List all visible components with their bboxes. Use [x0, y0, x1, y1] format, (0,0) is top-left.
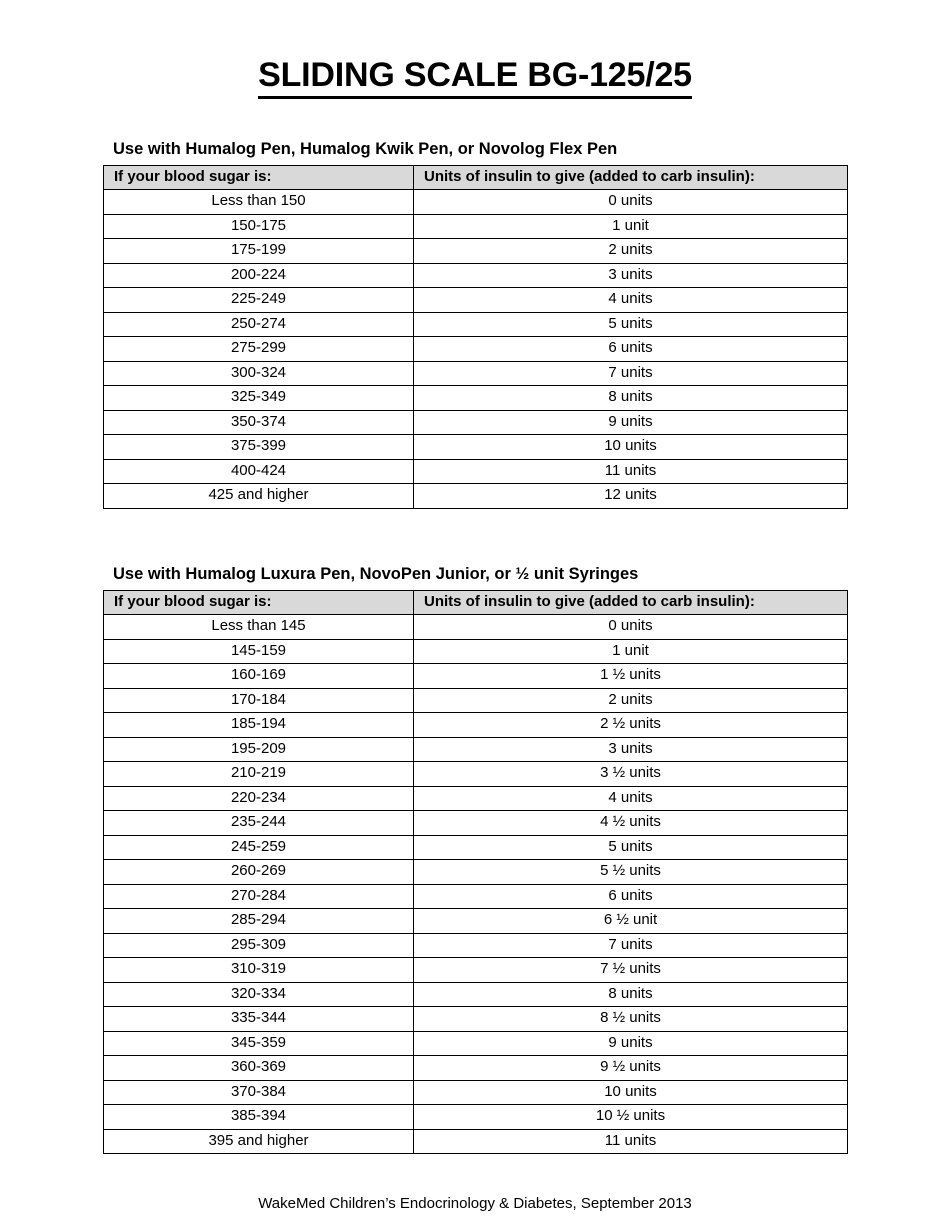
- table-row: [104, 1080, 848, 1105]
- cell-insulin-units: 7 units: [414, 933, 848, 958]
- cell-blood-sugar-range: 295-309: [104, 933, 414, 958]
- table-body-2: [104, 615, 848, 1154]
- section-humalog-pen: [103, 140, 847, 509]
- cell-blood-sugar-range: 335-344: [104, 1007, 414, 1032]
- cell-insulin-units: 7 units: [414, 361, 848, 386]
- table-row: [104, 288, 848, 313]
- cell-blood-sugar-range: 220-234: [104, 786, 414, 811]
- table-row: [104, 737, 848, 762]
- cell-insulin-units: 1 unit: [414, 214, 848, 239]
- table-row: [104, 1007, 848, 1032]
- table-row: [104, 1031, 848, 1056]
- cell-blood-sugar-range: 145-159: [104, 639, 414, 664]
- section-heading-2: Use with Humalog Luxura Pen, NovoPen Junior, or ½ unit Syringes: [113, 564, 639, 583]
- cell-insulin-units: 4 ½ units: [414, 811, 848, 836]
- cell-insulin-units: 0 units: [414, 190, 848, 215]
- table-row: [104, 337, 848, 362]
- cell-blood-sugar-range: 185-194: [104, 713, 414, 738]
- cell-insulin-units: 8 ½ units: [414, 1007, 848, 1032]
- cell-insulin-units: 4 units: [414, 288, 848, 313]
- cell-blood-sugar-range: 250-274: [104, 312, 414, 337]
- cell-blood-sugar-range: Less than 150: [104, 190, 414, 215]
- section-luxura-pen: [103, 565, 847, 1154]
- cell-insulin-units: 8 units: [414, 982, 848, 1007]
- cell-blood-sugar-range: 170-184: [104, 688, 414, 713]
- table-row: [104, 435, 848, 460]
- cell-insulin-units: 3 units: [414, 737, 848, 762]
- cell-insulin-units: 11 units: [414, 459, 848, 484]
- cell-blood-sugar-range: 320-334: [104, 982, 414, 1007]
- table-row: [104, 688, 848, 713]
- cell-blood-sugar-range: 210-219: [104, 762, 414, 787]
- table-row: [104, 386, 848, 411]
- table-row: [104, 190, 848, 215]
- table-row: [104, 1129, 848, 1154]
- column-header-blood-sugar: If your blood sugar is:: [104, 165, 414, 190]
- table-row: [104, 786, 848, 811]
- cell-insulin-units: 2 ½ units: [414, 713, 848, 738]
- cell-insulin-units: 11 units: [414, 1129, 848, 1154]
- cell-blood-sugar-range: 195-209: [104, 737, 414, 762]
- cell-blood-sugar-range: 225-249: [104, 288, 414, 313]
- cell-blood-sugar-range: Less than 145: [104, 615, 414, 640]
- column-header-blood-sugar: If your blood sugar is:: [104, 590, 414, 615]
- cell-blood-sugar-range: 175-199: [104, 239, 414, 264]
- sliding-scale-table-2: [103, 590, 848, 1155]
- cell-blood-sugar-range: 235-244: [104, 811, 414, 836]
- cell-insulin-units: 8 units: [414, 386, 848, 411]
- section-heading-1: Use with Humalog Pen, Humalog Kwik Pen, or Novolog Flex Pen: [113, 140, 618, 159]
- cell-blood-sugar-range: 395 and higher: [104, 1129, 414, 1154]
- table-row: [104, 811, 848, 836]
- cell-blood-sugar-range: 160-169: [104, 664, 414, 689]
- table-row: [104, 484, 848, 509]
- cell-insulin-units: 10 units: [414, 435, 848, 460]
- table-row: [104, 263, 848, 288]
- cell-insulin-units: 4 units: [414, 786, 848, 811]
- table-row: [104, 835, 848, 860]
- cell-insulin-units: 2 units: [414, 688, 848, 713]
- cell-blood-sugar-range: 375-399: [104, 435, 414, 460]
- cell-insulin-units: 3 ½ units: [414, 762, 848, 787]
- table-row: [104, 909, 848, 934]
- table-header-row: [104, 165, 848, 190]
- cell-insulin-units: 12 units: [414, 484, 848, 509]
- cell-insulin-units: 0 units: [414, 615, 848, 640]
- cell-insulin-units: 9 units: [414, 410, 848, 435]
- cell-blood-sugar-range: 345-359: [104, 1031, 414, 1056]
- cell-blood-sugar-range: 425 and higher: [104, 484, 414, 509]
- cell-insulin-units: 6 units: [414, 337, 848, 362]
- column-header-insulin-units: Units of insulin to give (added to carb insulin):: [414, 165, 848, 190]
- table-header-row: [104, 590, 848, 615]
- column-header-insulin-units: Units of insulin to give (added to carb insulin):: [414, 590, 848, 615]
- table-body-1: [104, 190, 848, 509]
- page-title: [0, 0, 950, 95]
- cell-blood-sugar-range: 370-384: [104, 1080, 414, 1105]
- cell-blood-sugar-range: 310-319: [104, 958, 414, 983]
- cell-blood-sugar-range: 275-299: [104, 337, 414, 362]
- table-row: [104, 713, 848, 738]
- cell-insulin-units: 10 ½ units: [414, 1105, 848, 1130]
- table-row: [104, 1056, 848, 1081]
- table-row: [104, 459, 848, 484]
- table-row: [104, 239, 848, 264]
- cell-blood-sugar-range: 200-224: [104, 263, 414, 288]
- cell-insulin-units: 2 units: [414, 239, 848, 264]
- cell-insulin-units: 10 units: [414, 1080, 848, 1105]
- cell-blood-sugar-range: 300-324: [104, 361, 414, 386]
- cell-blood-sugar-range: 270-284: [104, 884, 414, 909]
- table-row: [104, 410, 848, 435]
- page-title-text: SLIDING SCALE BG-125/25: [258, 56, 692, 99]
- cell-insulin-units: 5 units: [414, 312, 848, 337]
- table-row: [104, 762, 848, 787]
- cell-blood-sugar-range: 350-374: [104, 410, 414, 435]
- table-row: [104, 860, 848, 885]
- table-row: [104, 884, 848, 909]
- footer-attribution: WakeMed Children’s Endocrinology & Diabetes, September 2013: [258, 1195, 692, 1213]
- cell-blood-sugar-range: 245-259: [104, 835, 414, 860]
- table-row: [104, 958, 848, 983]
- cell-blood-sugar-range: 285-294: [104, 909, 414, 934]
- cell-insulin-units: 5 units: [414, 835, 848, 860]
- cell-blood-sugar-range: 325-349: [104, 386, 414, 411]
- cell-blood-sugar-range: 150-175: [104, 214, 414, 239]
- table-row: [104, 982, 848, 1007]
- sliding-scale-table-1: [103, 165, 848, 509]
- cell-blood-sugar-range: 260-269: [104, 860, 414, 885]
- cell-blood-sugar-range: 360-369: [104, 1056, 414, 1081]
- table-row: [104, 615, 848, 640]
- table-row: [104, 312, 848, 337]
- table-row: [104, 664, 848, 689]
- cell-insulin-units: 3 units: [414, 263, 848, 288]
- cell-insulin-units: 9 units: [414, 1031, 848, 1056]
- cell-insulin-units: 6 ½ unit: [414, 909, 848, 934]
- cell-insulin-units: 9 ½ units: [414, 1056, 848, 1081]
- cell-blood-sugar-range: 400-424: [104, 459, 414, 484]
- cell-insulin-units: 1 ½ units: [414, 664, 848, 689]
- cell-insulin-units: 6 units: [414, 884, 848, 909]
- cell-insulin-units: 1 unit: [414, 639, 848, 664]
- table-row: [104, 1105, 848, 1130]
- cell-insulin-units: 7 ½ units: [414, 958, 848, 983]
- table-row: [104, 639, 848, 664]
- table-row: [104, 933, 848, 958]
- cell-insulin-units: 5 ½ units: [414, 860, 848, 885]
- table-row: [104, 361, 848, 386]
- cell-blood-sugar-range: 385-394: [104, 1105, 414, 1130]
- table-row: [104, 214, 848, 239]
